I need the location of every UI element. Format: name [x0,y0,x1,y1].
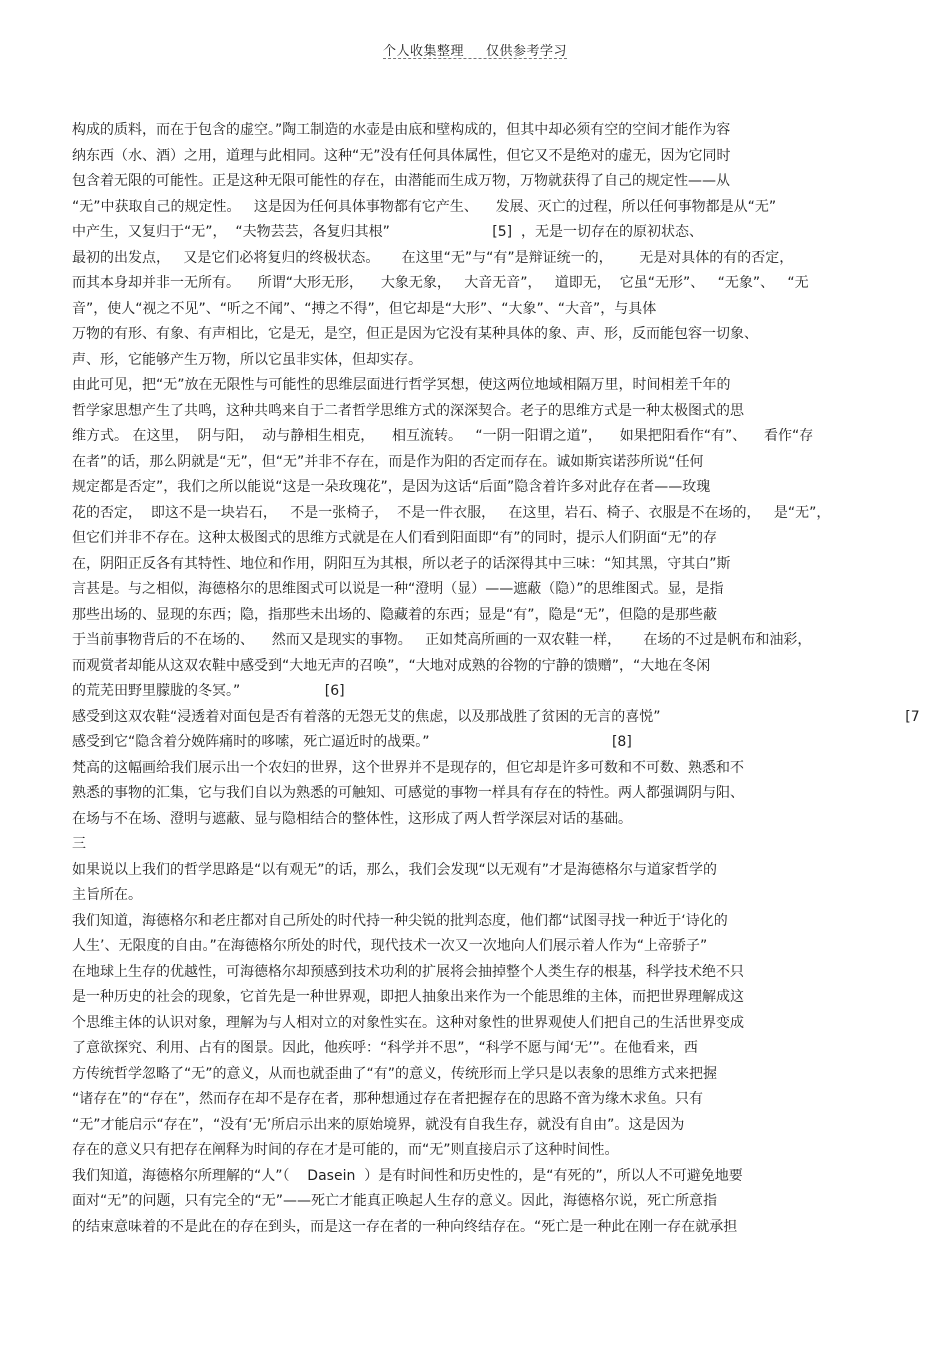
text-line: 在，阴阳正反各有其特性、地位和作用，阴阳互为其根，所以老子的话深得其中三味：“知其黑，守其白”斯 [72,555,731,572]
section-heading: 三 [72,836,86,852]
header-left-text: 个人收集整理 [383,44,465,59]
text-line: “无”才能启示“存在”，“没有‘无’所启示出来的原始境界，就没有自我生存，就没有自由”。这是因为 [72,1116,685,1133]
text-line: 但它们并非不存在。这种太极图式的思维方式就是在人们看到阳面即“有”的同时，提示人们阴面“无”的存 [72,530,718,546]
text-line: 如果说以上我们的哲学思路是“以有观无”的话，那么，我们会发现“以无观有”才是海德格尔与道家哲学的 [72,861,718,878]
text-line: 在者”的话，那么阴就是“无”，但“无”并非不存在，而是作为阳的否定而存在。诚如斯宾诺莎所说“任何 [72,453,704,470]
text-line: “诸存在”的“存在”，然而存在却不是存在者，那种想通过存在者把握存在的思路不啻为缘木求鱼。只有 [72,1091,704,1107]
text-line: 了意欲探究、利用、占有的图景。因此，他疾呼：“科学并不思”，“科学不愿与闻‘无’”。在他看来，西 [72,1040,698,1056]
text-line: 维方式。 在这里， 阴与阳， 动与静相生相克， 相互流转。 “一阴一阳谓之道”， 如果把阳看作“有”、 看作“存 [72,428,814,444]
text-line: 的荒芜田野里朦胧的冬冥。” [6] [72,683,345,699]
text-line: 于当前事物背后的不在场的、 然而又是现实的事物。 正如梵高所画的一双农鞋一样， 在场的不过是帆布和油彩， [72,632,812,648]
text-line: 感受到这双农鞋“浸透着对面包是否有着落的无怨无艾的焦虑，以及那战胜了贫困的无言的喜悦” [7 [72,708,920,725]
text-line: 面对“无”的问题，只有完全的“无”——死亡才能真正唤起人生存的意义。因此，海德格尔说，死亡所意指 [72,1193,718,1209]
text-line: 的结束意味着的不是此在的存在到头，而是这一存在者的一种向终结存在。“死亡是一种此在刚一存在就承担 [72,1218,738,1235]
text-line: 人生’、无限度的自由。”在海德格尔所处的时代，现代技术一次又一次地向人们展示着人作为“上帝骄子” [72,938,708,954]
text-line: 熟悉的事物的汇集，它与我们自以为熟悉的可触知、可感觉的事物一样具有存在的特性。两人都强调阴与阳、 [72,785,744,801]
text-line: 纳东西（水、酒）之用，道理与此相同。这种“无”没有任何具体属性，但它又不是绝对的虚无，因为它同时 [72,147,731,164]
text-line: 而其本身却并非一无所有。 所谓“大形无形， 大象无象， 大音无音”， 道即无， 它虽“无形”、 “无象”、 “无 [72,275,809,291]
text-line: “无”中获取自己的规定性。 这是因为任何具体事物都有它产生、 发展、灭亡的过程，所以任何事物都是从“无” [72,198,777,215]
text-line: 规定都是否定”，我们之所以能说“这是一朵玫瑰花”，是因为这话“后面”隐含着许多对此存在者——玫瑰 [72,479,711,495]
text-line: 最初的出发点， 又是它们必将复归的终极状态。 在这里“无”与“有”是辩证统一的， 无是对具体的有的否定， [72,249,794,266]
document-body [72,118,942,1240]
text-line: 花的否定， 即这不是一块岩石， 不是一张椅子， 不是一件衣服， 在这里，岩石、椅子、衣服是不在场的， 是“无”， [72,504,831,521]
header-divider [383,58,567,59]
text-line: 个思维主体的认识对象，理解为与人相对立的对象性实在。这种对象性的世界观使人们把自己的生活世界变成 [72,1014,744,1031]
header-right-text: 仅供参考学习 [486,44,568,59]
text-line: 中产生，又复归于“无”， “夫物芸芸，各复归其根” [5] ，无是一切存在的原初状态、 [72,224,703,240]
text-line: 感受到它“隐含着分娩阵痛时的哆嗦，死亡逼近时的战栗。” [8] [72,734,632,750]
text-line: 在地球上生存的优越性，可海德格尔却预感到技术功利的扩展将会抽掉整个人类生存的根基，科学技术绝不只 [72,963,744,980]
text-line: 在场与不在场、澄明与遮蔽、显与隐相结合的整体性，这形成了两人哲学深层对话的基础。 [72,810,632,827]
page-header [383,40,567,59]
text-line: 声、形，它能够产生万物，所以它虽非实体，但却实存。 [72,351,422,368]
text-line: 我们知道，海德格尔所理解的“人”（ Dasein ）是有时间性和历史性的，是“有死的”，所以人不可避免地要 [72,1167,743,1184]
text-line: 万物的有形、有象、有声相比，它是无，是空，但正是因为它没有某种具体的象、声、形，反而能包容一切象、 [72,326,758,342]
text-line: 那些出场的、显现的东西；隐，指那些未出场的、隐藏着的东西；显是“有”，隐是“无”，但隐的是那些蔽 [72,606,718,623]
text-line: 梵高的这幅画给我们展示出一个农妇的世界，这个世界并不是现存的，但它却是许多可数和不可数、熟悉和不 [72,759,744,776]
text-line: 是一种历史的社会的现象，它首先是一种世界观，即把人抽象出来作为一个能思维的主体，而把世界理解成这 [72,989,744,1005]
text-line: 由此可见，把“无”放在无限性与可能性的思维层面进行哲学冥想，使这两位地域相隔万里，时间相差千年的 [72,377,731,393]
text-line: 包含着无限的可能性。正是这种无限可能性的存在，由潜能而生成万物，万物就获得了自己的规定性——从 [72,173,730,189]
text-line: 音”，使人“视之不见”、“听之不闻”、“搏之不得”，但它却是“大形”、“大象”、“大音”，与具体 [72,300,657,317]
text-line: 我们知道，海德格尔和老庄都对自己所处的时代持一种尖锐的批判态度，他们都“试图寻找一种近于‘诗化的 [72,912,728,929]
text-line: 言甚是。与之相似，海德格尔的思维图式可以说是一种“澄明（显）——遮蔽（隐）”的思维图式。显，是指 [72,581,724,597]
text-line: 方传统哲学忽略了“无”的意义，从而也就歪曲了“有”的意义，传统形而上学只是以表象的思维方式来把握 [72,1065,718,1082]
text-line: 存在的意义只有把存在阐释为时间的存在才是可能的，而“无”则直接启示了这种时间性。 [72,1142,619,1158]
text-line: 构成的质料，而在于包含的虚空。”陶工制造的水壶是由底和壁构成的，但其中却必须有空的空间才能作为容 [72,122,731,138]
text-line: 主旨所在。 [72,887,142,903]
text-line: 哲学家思想产生了共鸣，这种共鸣来自于二者哲学思维方式的深深契合。老子的思维方式是一种太极图式的思 [72,402,744,419]
text-line: 而观赏者却能从这双农鞋中感受到“大地无声的召唤”，“大地对成熟的谷物的宁静的馈赠”，“大地在冬闲 [72,657,711,674]
